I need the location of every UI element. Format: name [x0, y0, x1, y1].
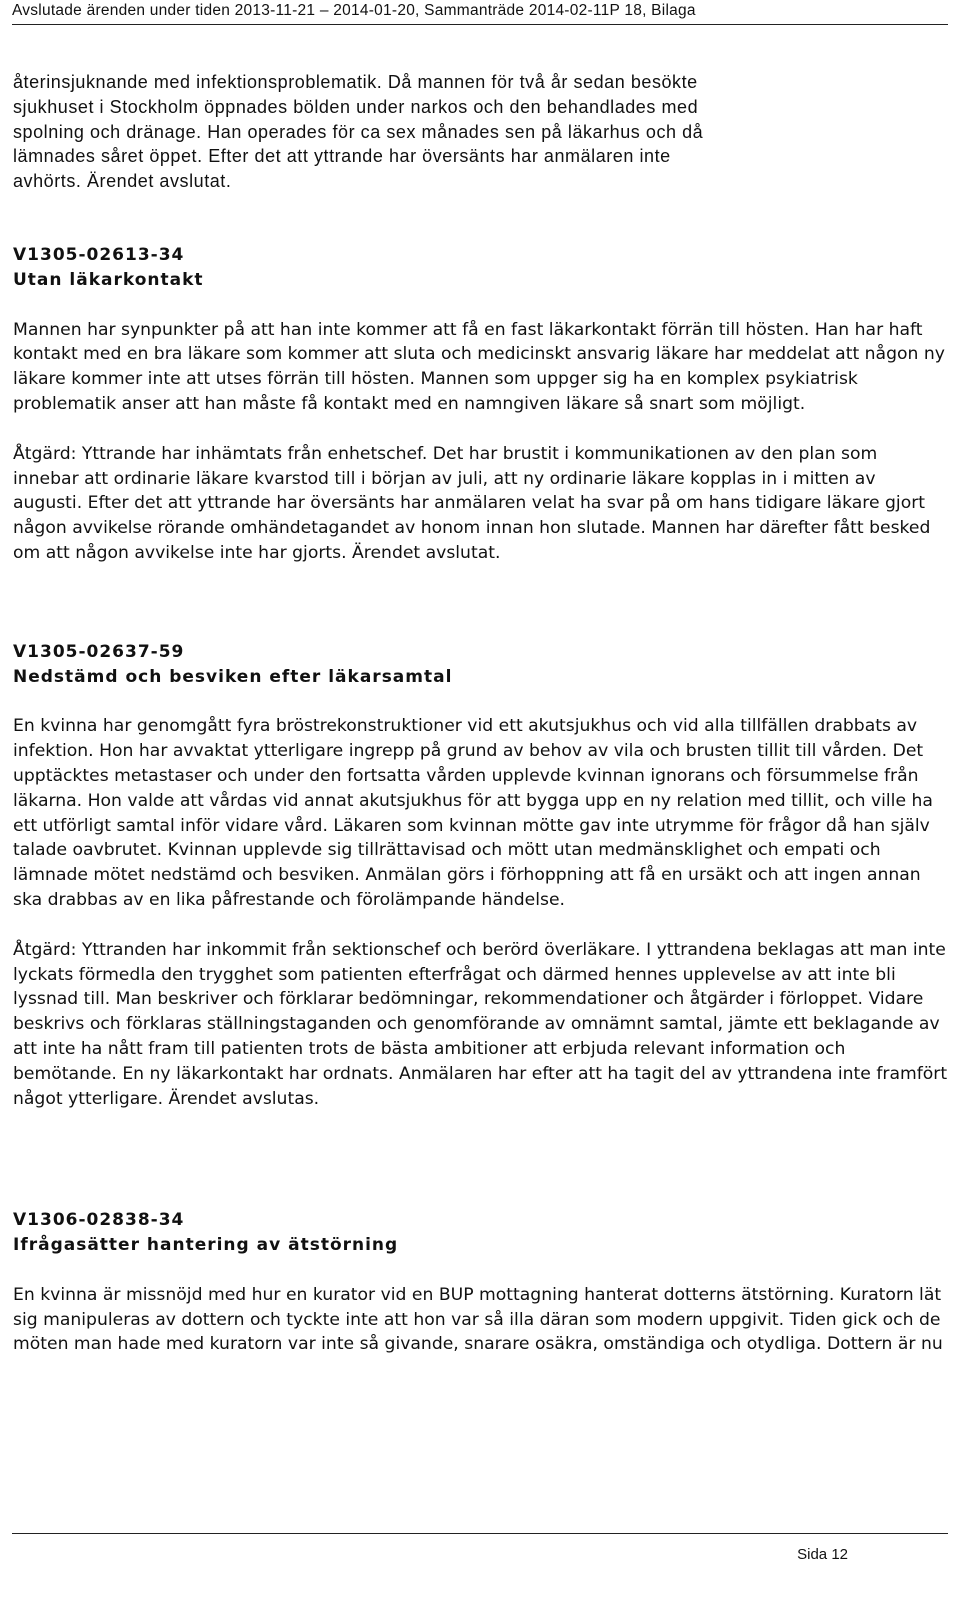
- case-title: Ifrågasätter hantering av ätstörning: [13, 1235, 399, 1256]
- case-action-paragraph: Åtgärd: Yttranden har inkommit från sektionschef och berörd överläkare. I yttrandena beklagas att man inte lyckats förmedla den trygghet som patienten efterfrågat och därmed hennes upplevelse av att inte bli lyssnad till. Man beskriver och förklarar bedömningar, rekommendationer och åtgärder i förloppet. Vidare beskrivs och förklaras ställningstaganden och genomförande av omnämnt samtal, jämte ett beklagande av att inte ha nått fram till patienten trots de bästa ambitioner att erbjuda relevant information och bemötande. En ny läkarkontakt har ordnats. Anmälaren har efter att ha tagit del av yttrandena inte framfört något ytterligare. Ärendet avslutas.: [13, 939, 948, 1109]
- case-id: V1305-02637-59: [13, 641, 185, 662]
- case-paragraph: En kvinna har genomgått fyra bröstrekonstruktioner vid ett akutsjukhus och vid alla tillfällen drabbats av infektion. Hon har avvaktat ytterligare ingrepp på grund av behov av vila och brusten tillit till vården. Det upptäcktes metastaser och under den fortsatta vården upplevde kvinnan ignorans och försummelse från läkarna. Hon valde att vårdas vid annat akutsjukhus för att bygga upp en ny relation med tillit, och ville ha ett utförligt samtal inför vidare vård. Läkaren som kvinnan mötte gav inte utrymme för frågor då han själv talade oavbrutet. Kvinnan upplevde sig tillrättavisad och mött utan medmänsklighet och empati och lämnade mötet nedstämd och besviken. Anmälan görs i förhoppning att få en ursäkt och att ingen annan ska drabbas av en lika påfrestande och förolämpande händelse.: [13, 716, 933, 910]
- page-number: Sida 12: [797, 1546, 848, 1563]
- intro-line: återinsjuknande med infektionsproblematik. Då mannen för två år sedan besökte: [13, 72, 698, 92]
- case-action-paragraph: Åtgärd: Yttrande har inhämtats från enhetschef. Det har brustit i kommunikationen av den plan som innebar att ordinarie läkare kvarstod till i början av juli, att ny ordinarie läkare kopplas in i mitten av augusti. Efter det att yttrande har översänts har anmälaren velat ha svar på om hans tidigare läkare gjort någon avvikelse rörande omhändetagandet av honom innan hon slutade. Mannen har därefter fått besked om att någon avvikelse inte har gjorts. Ärendet avslutat.: [13, 443, 931, 563]
- case-paragraph: En kvinna är missnöjd med hur en kurator vid en BUP mottagning hanterat dotterns ätstörning. Kuratorn lät sig manipuleras av dottern och tyckte inte att hon var så illa däran som modern uppgivit. Tiden gick och de möten man hade med kuratorn var inte så givande, snarare osäkra, omständiga och otydliga. Dottern är nu: [13, 1284, 943, 1355]
- footer-divider: [12, 1533, 948, 1534]
- intro-line: sjukhuset i Stockholm öppnades bölden under narkos och den behandlades med: [13, 96, 699, 117]
- intro-line: avhörts. Ärendet avslutat.: [13, 171, 232, 192]
- intro-line: spolning och dränage. Han operades för ca sex månades sen på läkarhus och då: [13, 121, 704, 142]
- case-section: [13, 243, 948, 566]
- case-id: V1305-02613-34: [13, 244, 185, 265]
- case-section: [13, 640, 948, 1112]
- intro-paragraph: [13, 70, 948, 194]
- header-divider: [12, 24, 948, 25]
- case-title: Nedstämd och besviken efter läkarsamtal: [13, 666, 453, 687]
- case-paragraph: Mannen har synpunkter på att han inte kommer att få en fast läkarkontakt förrän till hösten. Han har haft kontakt med en bra läkare som kommer att sluta och medicinskt ansvarig läkare har meddelat att någon ny läkare kommer inte att utses förrän till hösten. Mannen som uppger sig ha en komplex psykiatrisk problematik anser att han måste få kontakt med en namngiven läkare så snart som möjligt.: [13, 319, 945, 414]
- document-body: [13, 70, 948, 1357]
- intro-line: lämnades såret öppet. Efter det att yttrande har översänts har anmälaren inte: [13, 146, 671, 167]
- case-id: V1306-02838-34: [13, 1210, 185, 1231]
- case-section: [13, 1208, 948, 1357]
- page-header: Avslutade ärenden under tiden 2013-11-21 – 2014-01-20, Sammanträde 2014-02-11P 18, Bilaga: [12, 2, 696, 19]
- case-title: Utan läkarkontakt: [13, 269, 204, 290]
